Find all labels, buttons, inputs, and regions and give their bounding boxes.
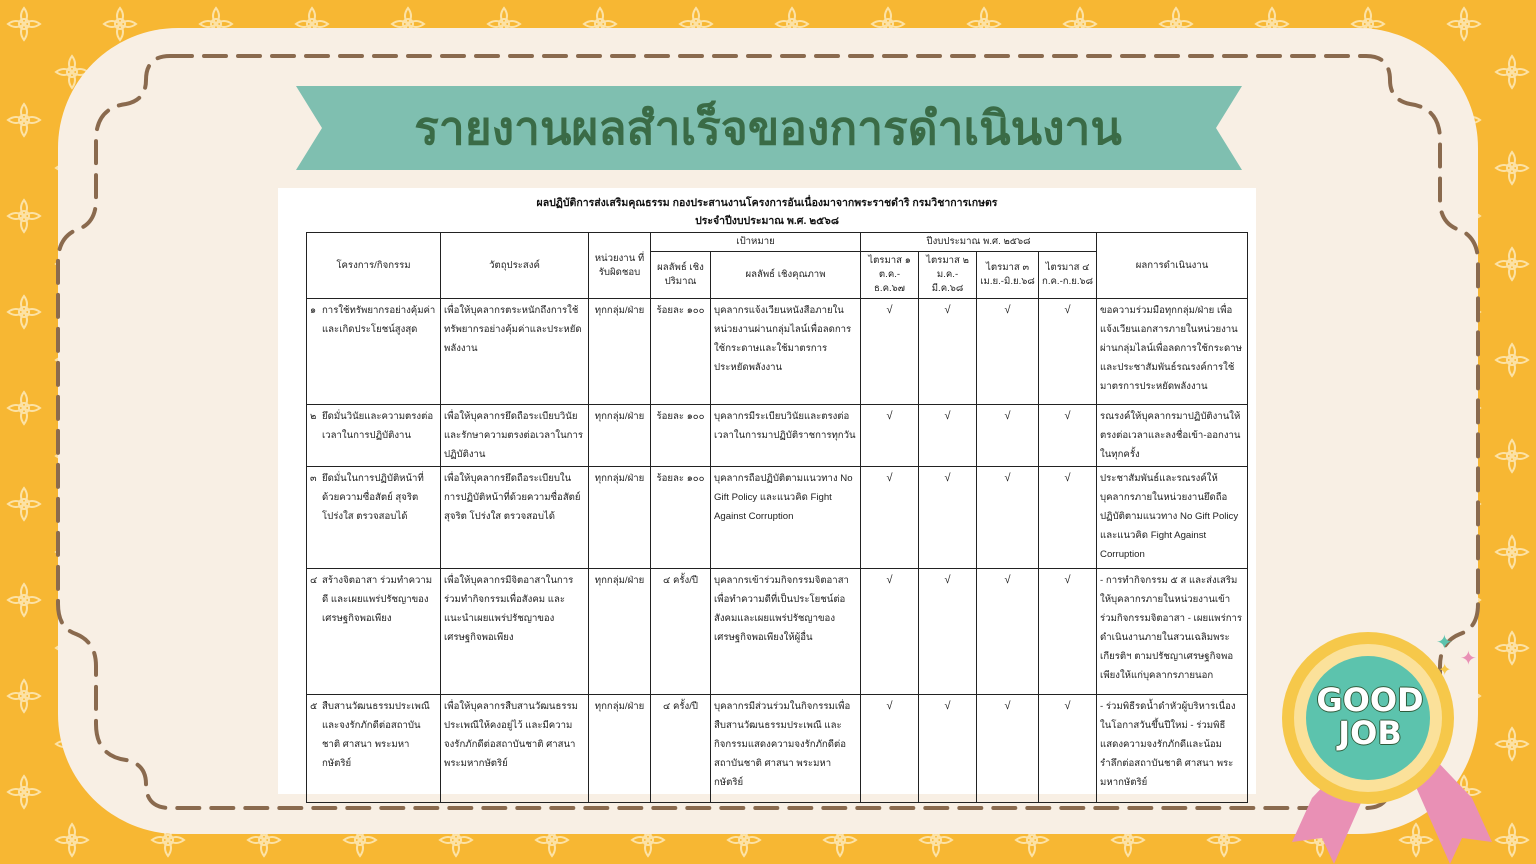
cell-q2: √: [919, 299, 977, 405]
cell-unit: ทุกกลุ่ม/ฝ่าย: [589, 467, 651, 569]
cell-quantity: ร้อยละ ๑๐๐: [651, 467, 711, 569]
header-q4: ไตรมาส ๔ ก.ค.-ก.ย.๖๘: [1039, 252, 1097, 299]
header-unit: หน่วยงาน ที่รับผิดชอบ: [589, 233, 651, 299]
cell-quantity: ร้อยละ ๑๐๐: [651, 405, 711, 467]
report-document: [278, 188, 1256, 794]
cell-project: [307, 467, 441, 569]
cell-unit: ทุกกลุ่ม/ฝ่าย: [589, 405, 651, 467]
cell-q3: √: [977, 569, 1039, 695]
header-quantity: ผลลัพธ์ เชิงปริมาณ: [651, 252, 711, 299]
cell-q3: √: [977, 695, 1039, 803]
sparkle-icon: ✦: [1460, 646, 1477, 670]
cell-q4: √: [1039, 695, 1097, 803]
cell-q2: √: [919, 569, 977, 695]
cell-q1: √: [861, 299, 919, 405]
cell-unit: ทุกกลุ่ม/ฝ่าย: [589, 299, 651, 405]
cell-q3: √: [977, 405, 1039, 467]
cell-result: - การทำกิจกรรม ๕ ส และส่งเสริมให้บุคลากรภายในหน่วยงานเข้าร่วมกิจกรรมจิตอาสา - เผยแพร่การดำเนินงานภายในสวนเฉลิมพระเกียรติฯ ตามปรัชญาเศรษฐกิจพอเพียงให้แก่บุคลากรภายนอก: [1097, 569, 1248, 695]
table-row: [307, 299, 1248, 405]
project-text: สืบสานวัฒนธรรมประเพณีและจงรักภักดีต่อสถาบันชาติ ศาสนา พระมหากษัตริย์: [322, 701, 430, 769]
cell-q3: √: [977, 299, 1039, 405]
cell-result: รณรงค์ให้บุคลากรมาปฏิบัติงานให้ตรงต่อเวลาและลงชื่อเข้า-ออกงานในทุกครั้ง: [1097, 405, 1248, 467]
table-row: [307, 405, 1248, 467]
cell-project: [307, 405, 441, 467]
sparkle-icon: ✦: [1436, 630, 1453, 654]
document-subheading: ประจำปีงบประมาณ พ.ศ. ๒๕๖๘: [695, 215, 839, 227]
cell-quantity: ๔ ครั้ง/ปี: [651, 569, 711, 695]
cell-objective: เพื่อให้บุคลากรมีจิตอาสาในการร่วมทำกิจกรรมเพื่อสังคม และแนะนำเผยแพร่ปรัชญาของเศรษฐกิจพอเพียง: [441, 569, 589, 695]
cell-objective: เพื่อให้บุคลากรยึดถือระเบียบวินัยและรักษาความตรงต่อเวลาในการปฏิบัติงาน: [441, 405, 589, 467]
cell-result: ขอความร่วมมือทุกกลุ่ม/ฝ่าย เพื่อแจ้งเวียนเอกสารภายในหน่วยงานผ่านกลุ่มไลน์เพื่อลดการใช้กระดาษและประชาสัมพันธ์รณรงค์การใช้มาตรการประหยัดพลังงาน: [1097, 299, 1248, 405]
badge-text: GOOD JOB: [1316, 681, 1424, 752]
cell-q1: √: [861, 405, 919, 467]
cell-q2: √: [919, 405, 977, 467]
row-number: ๕: [310, 701, 318, 712]
project-text: สร้างจิตอาสา ร่วมทำความดี และเผยแพร่ปรัชญาของเศรษฐกิจพอเพียง: [322, 575, 433, 624]
cell-q4: √: [1039, 299, 1097, 405]
cell-quality: บุคลากรมีส่วนร่วมในกิจกรรมเพื่อสืบสานวัฒนธรรมประเพณี และกิจกรรมแสดงความจงรักภักดีต่อสถาบันชาติ ศาสนา พระมหากษัตริย์: [711, 695, 861, 803]
cell-q1: √: [861, 695, 919, 803]
cell-quantity: ร้อยละ ๑๐๐: [651, 299, 711, 405]
header-quality: ผลลัพธ์ เชิงคุณภาพ: [711, 252, 861, 299]
report-table: [306, 232, 1248, 803]
header-objective: วัตถุประสงค์: [441, 233, 589, 299]
cell-quality: บุคลากรเข้าร่วมกิจกรรมจิตอาสาเพื่อทำความดีที่เป็นประโยชน์ต่อสังคมและเผยแพร่ปรัชญาของเศรษฐกิจพอเพียงให้ผู้อื่น: [711, 569, 861, 695]
cell-unit: ทุกกลุ่ม/ฝ่าย: [589, 695, 651, 803]
table-row: [307, 695, 1248, 803]
cell-q1: √: [861, 467, 919, 569]
project-text: การใช้ทรัพยากรอย่างคุ้มค่าและเกิดประโยชน์สูงสุด: [322, 305, 436, 335]
cell-project: [307, 569, 441, 695]
header-result: ผลการดำเนินงาน: [1097, 233, 1248, 299]
project-text: ยึดมั่นในการปฏิบัติหน้าที่ด้วยความซื่อสัตย์ สุจริต โปร่งใส ตรวจสอบได้: [322, 473, 424, 522]
cell-result: - ร่วมพิธีรดน้ำดำหัวผู้บริหารเนื่องในโอกาสวันขึ้นปีใหม่ - ร่วมพิธีแสดงความจงรักภักดีและน้อมรำลึกต่อสถาบันชาติ ศาสนา พระมหากษัตริย์: [1097, 695, 1248, 803]
cell-q2: √: [919, 467, 977, 569]
header-project: โครงการ/กิจกรรม: [307, 233, 441, 299]
cell-quality: บุคลากรถือปฏิบัติตามแนวทาง No Gift Policy และแนวคิด Fight Against Corruption: [711, 467, 861, 569]
header-q3: ไตรมาส ๓ เม.ย.-มิ.ย.๖๘: [977, 252, 1039, 299]
header-target: เป้าหมาย: [651, 233, 861, 252]
header-q1: ไตรมาส ๑ ต.ค.-ธ.ค.๖๗: [861, 252, 919, 299]
row-number: ๑: [310, 305, 317, 316]
cell-quality: บุคลากรมีระเบียบวินัยและตรงต่อเวลาในการมาปฏิบัติราชการทุกวัน: [711, 405, 861, 467]
page-title: รายงานผลสำเร็จของการดำเนินงาน: [414, 100, 1122, 155]
row-number: ๓: [310, 473, 317, 484]
cell-quantity: ๔ ครั้ง/ปี: [651, 695, 711, 803]
header-fiscal-year: ปีงบประมาณ พ.ศ. ๒๕๖๘: [861, 233, 1097, 252]
cell-objective: เพื่อให้บุคลากรสืบสานวัฒนธรรมประเพณีให้คงอยู่ไว้ และมีความจงรักภักดีต่อสถาบันชาติ ศาสนา พระมหากษัตริย์: [441, 695, 589, 803]
row-number: ๔: [310, 575, 318, 586]
cell-result: ประชาสัมพันธ์และรณรงค์ให้บุคลากรภายในหน่วยงานยึดถือปฏิบัติตามแนวทาง No Gift Policy และแนวคิด Fight Against Corruption: [1097, 467, 1248, 569]
cell-q1: √: [861, 569, 919, 695]
row-number: ๒: [310, 411, 317, 422]
cell-objective: เพื่อให้บุคลากรตระหนักถึงการใช้ทรัพยากรอย่างคุ้มค่าและประหยัดพลังงาน: [441, 299, 589, 405]
cell-quality: บุคลากรแจ้งเวียนหนังสือภายในหน่วยงานผ่านกลุ่มไลน์เพื่อลดการใช้กระดาษและใช้มาตรการประหยัดพลังงาน: [711, 299, 861, 405]
cell-project: [307, 299, 441, 405]
cell-q4: √: [1039, 405, 1097, 467]
cell-q2: √: [919, 695, 977, 803]
sparkle-icon: ✦: [1438, 660, 1452, 679]
header-q2: ไตรมาส ๒ ม.ค.-มี.ค.๖๘: [919, 252, 977, 299]
cell-unit: ทุกกลุ่ม/ฝ่าย: [589, 569, 651, 695]
cell-q3: √: [977, 467, 1039, 569]
cell-objective: เพื่อให้บุคลากรยึดถือระเบียบในการปฏิบัติหน้าที่ด้วยความซื่อสัตย์ สุจริต โปร่งใส ตรวจสอบได้: [441, 467, 589, 569]
table-row: [307, 569, 1248, 695]
document-heading: ผลปฏิบัติการส่งเสริมคุณธรรม กองประสานงานโครงการอันเนื่องมาจากพระราชดำริ กรมวิชาการเกษตร: [536, 197, 998, 209]
cell-q4: √: [1039, 569, 1097, 695]
cell-q4: √: [1039, 467, 1097, 569]
table-row: [307, 467, 1248, 569]
project-text: ยึดมั่นวินัยและความตรงต่อเวลาในการปฏิบัติงาน: [322, 411, 434, 441]
cell-project: [307, 695, 441, 803]
